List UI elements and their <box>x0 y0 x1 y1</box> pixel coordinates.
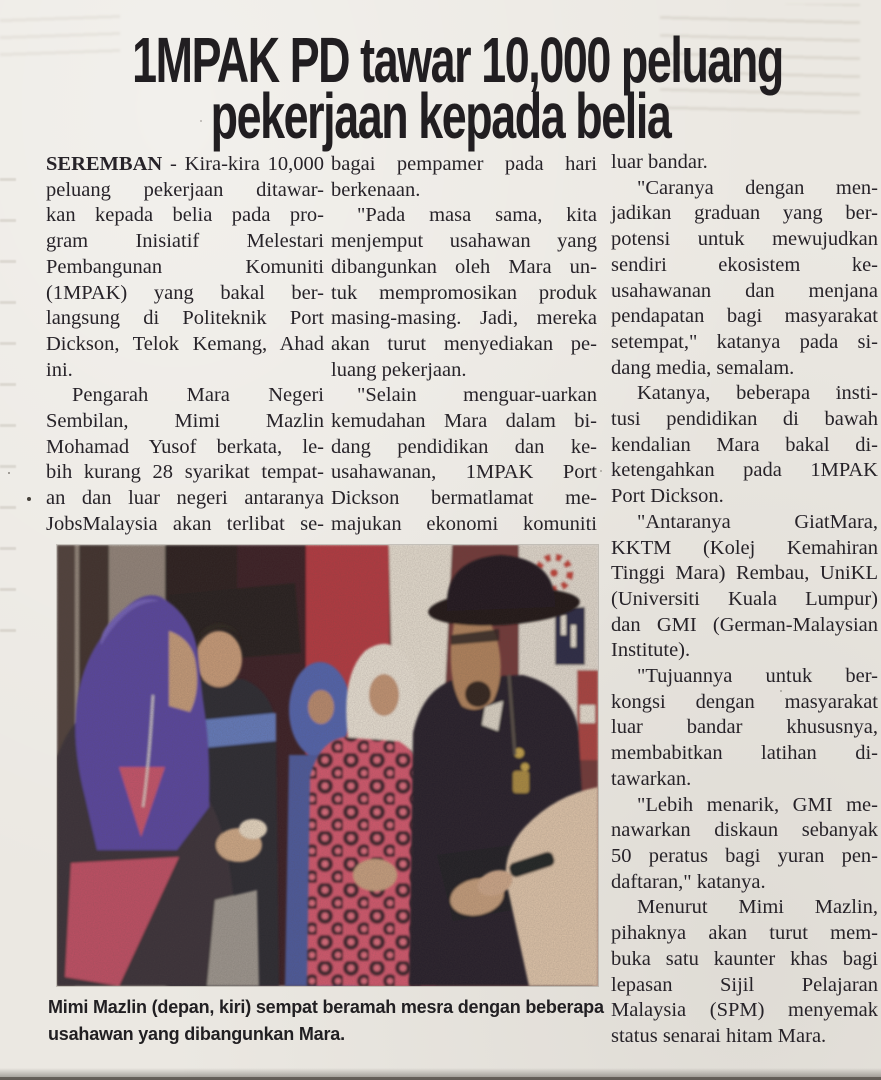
article-text-line: "Caranya dengan men- <box>637 176 878 199</box>
article-text-line: dibangunkan oleh Mara un- <box>331 255 597 278</box>
article-text-line: dang media, semalam. <box>611 356 795 379</box>
article-text-line: Dickson, Telok Kemang, Ahad <box>46 332 324 355</box>
article-text-line: masing-masing. Jadi, mereka <box>331 307 597 330</box>
article-text-line: Tinggi Mara) Rembau, UniKL <box>611 562 878 585</box>
article-text-line: 50 peratus bagi yuran pen- <box>611 844 878 867</box>
article-text-line: bagai pempamer pada hari <box>331 153 597 175</box>
photo-caption: Mimi Mazlin (depan, kiri) sempat beramah mesra dengan beberapa usahawan yang dibangunkan Mara. <box>48 997 604 1044</box>
article-text-line: daftaran," katanya. <box>611 870 766 893</box>
article-text-line: kemudahan Mara dalam bi- <box>331 410 597 433</box>
article-text-line: buka satu kaunter khas bagi <box>611 947 878 970</box>
article-text-line: ini. <box>46 358 73 381</box>
article-text-line: Malaysia (SPM) menyemak <box>611 999 878 1022</box>
article-text-line: majukan ekonomi komuniti <box>331 512 597 535</box>
article-text-line: potensi untuk mewujudkan <box>611 228 878 251</box>
article-text-line: pendapatan bagi masyarakat <box>611 305 878 328</box>
article-text-line: bih kurang 28 syarikat tempat- <box>46 461 324 484</box>
article-text-line: setempat," katanya pada si- <box>611 330 878 353</box>
article-text-line: luar bandar khususnya, <box>611 716 878 739</box>
article-text-line: Dickson bermatlamat me- <box>331 487 597 510</box>
article-text-line: langsung di Politeknik Port <box>46 307 324 330</box>
article-text-line: Institute). <box>611 639 691 662</box>
article-text-line: "Antaranya GiatMara, <box>637 510 878 533</box>
article-text-line: membabitkan latihan di- <box>611 742 878 765</box>
article-text-line: Pengarah Mara Negeri <box>72 384 324 407</box>
article-text-line: usahawanan dan menjana <box>611 279 878 302</box>
article-text-line: "Pada masa sama, kita <box>357 204 597 227</box>
article-text-line: luar bandar. <box>611 151 708 173</box>
article-text-line: luang pekerjaan. <box>331 358 467 381</box>
article-text-line: Port Dickson. <box>611 485 724 508</box>
article-text-line: status senarai hitam Mara. <box>611 1024 827 1047</box>
article-text-line: Katanya, beberapa insti- <box>637 382 878 405</box>
article-text-line: (Universiti Kuala Lumpur) <box>611 587 878 610</box>
article-text-line: jadikan graduan yang ber- <box>611 202 878 225</box>
article-text-line: KKTM (Kolej Kemahiran <box>611 536 878 559</box>
article-text-line: an dan luar negeri antaranya <box>46 487 324 510</box>
scan-speck <box>8 472 10 474</box>
headline-line-1: 1MPAK PD tawar 10,000 peluang <box>132 24 783 96</box>
article-text-line: ketengahkan pada 1MPAK <box>611 459 878 482</box>
article-text-line: Sembilan, Mimi Mazlin <box>46 410 324 433</box>
article-text-line: usahawanan, 1MPAK Port <box>331 461 597 484</box>
article-text-line: kan kepada belia pada pro- <box>46 204 324 227</box>
article-text-line: sendiri ekosistem ke- <box>611 253 878 276</box>
article-text-line: (1MPAK) yang bakal ber- <box>46 281 324 304</box>
article-text-line: tusi pendidikan di bawah <box>611 408 878 431</box>
article-column-2 <box>331 152 597 538</box>
article-text-line: dan GMI (German-Malaysian <box>611 613 878 636</box>
article-text-line: Menurut Mimi Mazlin, <box>637 896 878 919</box>
article-text-line: berkenaan. <box>331 178 421 201</box>
article-text-line: lepasan Sijil Pelajaran <box>611 973 878 996</box>
article-text-line: pihaknya akan turut mem- <box>611 922 878 945</box>
article-text-line: peluang pekerjaan ditawar- <box>46 178 324 201</box>
article-text-line: menjemput usahawan yang <box>331 230 597 253</box>
headline <box>0 24 881 152</box>
article-text-line: "Lebih menarik, GMI me- <box>637 793 878 816</box>
news-photo <box>57 545 598 986</box>
article-text-line: dang pendidikan dan ke- <box>331 435 597 458</box>
headline-line-2: pekerjaan kepada belia <box>210 80 671 152</box>
article-text-line: "Tujuannya untuk ber- <box>637 665 878 688</box>
article-text-line: akan turut menyediakan pe- <box>331 332 597 355</box>
article-text-line: gram Inisiatif Melestari <box>46 230 324 253</box>
article-text-line: SEREMBAN - Kira-kira 10,000 <box>46 153 324 175</box>
scan-speck <box>600 470 602 472</box>
article-text-line: tuk mempromosikan produk <box>331 281 597 304</box>
scan-speck <box>27 497 31 501</box>
article-column-1 <box>46 152 324 538</box>
article-text-line: JobsMalaysia akan terlibat se- <box>46 512 324 535</box>
article-text-line: Pembangunan Komuniti <box>46 255 324 278</box>
scan-smudge-left-margin <box>0 150 16 670</box>
article-column-3 <box>611 150 878 1050</box>
article-text-line: nawarkan diskaun sebanyak <box>611 819 878 842</box>
article-text-line: kongsi dengan masyarakat <box>611 690 878 713</box>
article-text-line: "Selain menguar-uarkan <box>357 384 597 407</box>
article-text-line: kendalian Mara bakal di- <box>611 433 878 456</box>
article-text-line: tawarkan. <box>611 767 692 790</box>
article-text-line: Mohamad Yusof berkata, le- <box>46 435 324 458</box>
